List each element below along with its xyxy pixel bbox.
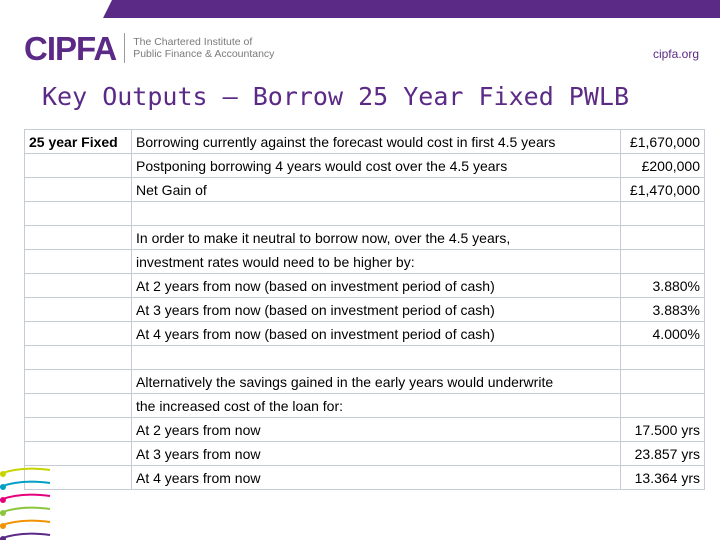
row-description-cell: investment rates would need to be higher by: <box>132 250 621 274</box>
row-value-cell: 4.000% <box>621 322 705 346</box>
table-row <box>25 442 705 466</box>
table-row <box>25 274 705 298</box>
logo-wordmark: CIPFA <box>24 29 117 67</box>
row-value-cell <box>621 226 705 250</box>
table-row <box>25 322 705 346</box>
row-value-cell: £1,670,000 <box>621 130 705 154</box>
table-row <box>25 370 705 394</box>
table-row <box>25 178 705 202</box>
table-row <box>25 130 705 154</box>
row-value-cell <box>621 394 705 418</box>
decor-dot <box>0 510 6 516</box>
row-label-cell: 25 year Fixed <box>25 130 132 154</box>
decor-line <box>0 469 50 474</box>
row-label-cell <box>25 226 132 250</box>
row-description-cell: At 3 years from now (based on investment period of cash) <box>132 298 621 322</box>
row-label-cell <box>25 322 132 346</box>
table-row <box>25 250 705 274</box>
row-value-cell: 3.883% <box>621 298 705 322</box>
decor-line <box>0 508 50 513</box>
decor-dot <box>0 523 6 529</box>
row-description-cell: At 2 years from now <box>132 418 621 442</box>
table-row <box>25 346 705 370</box>
row-label-cell <box>25 346 132 370</box>
table-row <box>25 154 705 178</box>
site-url[interactable]: cipfa.org <box>652 47 699 61</box>
row-label-cell <box>25 250 132 274</box>
row-label-cell <box>25 370 132 394</box>
decor-line <box>0 534 50 539</box>
logo-tagline-line2: Public Finance & Accountancy <box>133 48 275 60</box>
row-value-cell <box>621 250 705 274</box>
cipfa-logo <box>24 30 274 66</box>
table-row <box>25 202 705 226</box>
decor-dot <box>0 497 6 503</box>
row-description-cell: In order to make it neutral to borrow now, over the 4.5 years, <box>132 226 621 250</box>
row-value-cell: £1,470,000 <box>621 178 705 202</box>
table-row <box>25 298 705 322</box>
row-label-cell <box>25 394 132 418</box>
row-description-cell: Net Gain of <box>132 178 621 202</box>
table-row <box>25 226 705 250</box>
row-value-cell: £200,000 <box>621 154 705 178</box>
decor-dot <box>0 471 6 477</box>
row-description-cell: At 2 years from now (based on investment period of cash) <box>132 274 621 298</box>
row-description-cell: At 3 years from now <box>132 442 621 466</box>
top-band-notch <box>0 0 112 18</box>
row-description-cell: Postponing borrowing 4 years would cost over the 4.5 years <box>132 154 621 178</box>
row-description-cell: At 4 years from now (based on investment period of cash) <box>132 322 621 346</box>
row-description-cell: At 4 years from now <box>132 466 621 490</box>
row-value-cell: 23.857 yrs <box>621 442 705 466</box>
decor-line <box>0 521 50 526</box>
decor-line <box>0 482 50 487</box>
row-value-cell: 3.880% <box>621 274 705 298</box>
row-description-cell <box>132 346 621 370</box>
row-value-cell <box>621 346 705 370</box>
row-value-cell <box>621 370 705 394</box>
logo-tagline <box>133 36 274 60</box>
slide-title: Key Outputs – Borrow 25 Year Fixed PWLB <box>42 82 629 111</box>
row-label-cell <box>25 178 132 202</box>
outputs-table-container <box>24 129 705 490</box>
row-label-cell <box>25 202 132 226</box>
row-label-cell <box>25 418 132 442</box>
outputs-table <box>24 129 705 490</box>
table-row <box>25 394 705 418</box>
row-value-cell: 17.500 yrs <box>621 418 705 442</box>
decor-line <box>0 495 50 500</box>
decorative-corner-lines <box>0 462 52 540</box>
row-label-cell <box>25 274 132 298</box>
row-description-cell: Borrowing currently against the forecast would cost in first 4.5 years <box>132 130 621 154</box>
logo-tagline-line1: The Chartered Institute of <box>133 36 253 48</box>
row-description-cell: the increased cost of the loan for: <box>132 394 621 418</box>
row-value-cell <box>621 202 705 226</box>
table-row <box>25 418 705 442</box>
row-label-cell <box>25 154 132 178</box>
table-row <box>25 466 705 490</box>
row-label-cell <box>25 298 132 322</box>
row-value-cell: 13.364 yrs <box>621 466 705 490</box>
logo-divider <box>124 33 125 63</box>
decor-dot <box>0 484 6 490</box>
row-description-cell: Alternatively the savings gained in the early years would underwrite <box>132 370 621 394</box>
row-description-cell <box>132 202 621 226</box>
